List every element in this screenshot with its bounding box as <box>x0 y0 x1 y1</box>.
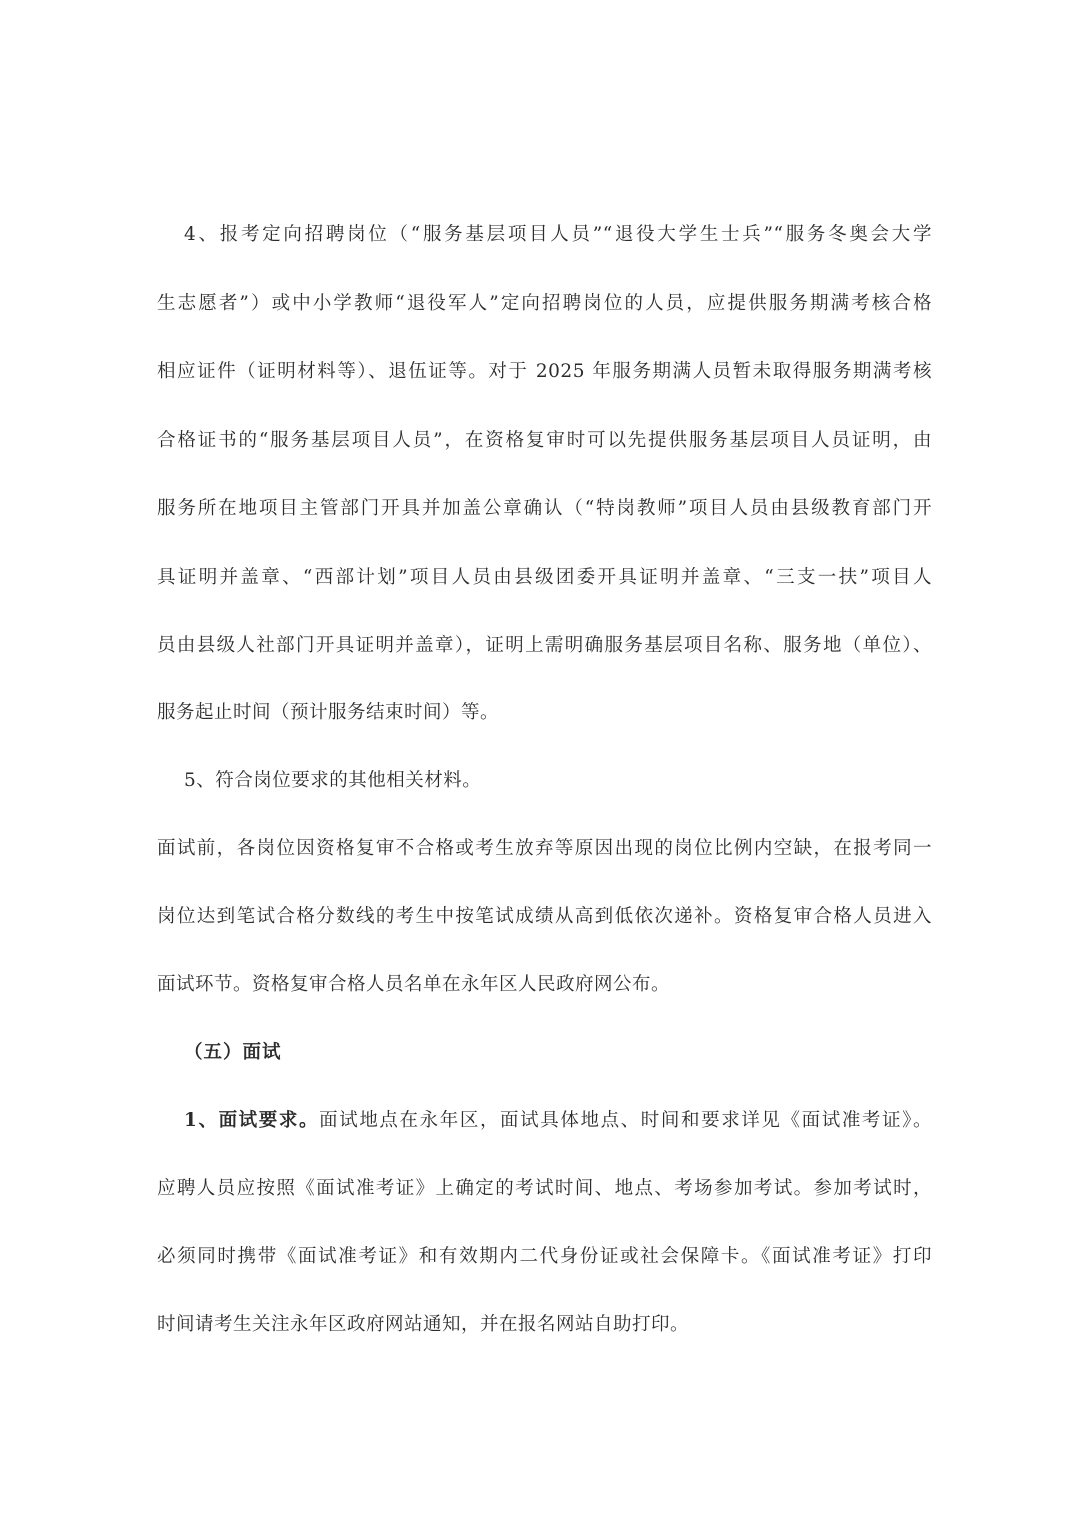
interview-line-3: 必须同时携带《面试准考证》和有效期内二代身份证或社会保障卡。《面试准考证》打印 <box>157 1246 932 1267</box>
interview-lead: 1、面试要求。 <box>184 1110 320 1131</box>
item4-line-6: 具证明并盖章、“西部计划”项目人员由县级团委开具证明并盖章、“三支一扶”项目人 <box>157 567 932 588</box>
section-heading-interview: （五）面试 <box>184 1042 282 1063</box>
interview-first-rest: 面试地点在永年区，面试具体地点、时间和要求详见《面试准考证》。 <box>319 1110 932 1131</box>
item4-line-5: 服务所在地项目主管部门开具并加盖公章确认（“特岗教师”项目人员由县级教育部门开 <box>157 498 932 519</box>
vacancy-line-2: 岗位达到笔试合格分数线的考生中按笔试成绩从高到低依次递补。资格复审合格人员进入 <box>157 906 932 927</box>
interview-line-1 <box>184 1108 932 1134</box>
vacancy-line-3: 面试环节。资格复审合格人员名单在永年区人民政府网公布。 <box>157 974 671 995</box>
item5-text: 5、符合岗位要求的其他相关材料。 <box>184 770 482 791</box>
interview-line-4: 时间请考生关注永年区政府网站通知，并在报名网站自助打印。 <box>157 1314 690 1335</box>
item4-line-1: 4、报考定向招聘岗位（“服务基层项目人员”“退役大学生士兵”“服务冬奥会大学 <box>184 224 932 245</box>
interview-line-2: 应聘人员应按照《面试准考证》上确定的考试时间、地点、考场参加考试。参加考试时， <box>157 1178 932 1199</box>
item4-line-7: 员由县级人社部门开具证明并盖章），证明上需明确服务基层项目名称、服务地（单位）、 <box>157 635 932 656</box>
item4-line-4: 合格证书的“服务基层项目人员”，在资格复审时可以先提供服务基层项目人员证明，由 <box>157 430 932 451</box>
item4-line-2: 生志愿者”）或中小学教师“退役军人”定向招聘岗位的人员，应提供服务期满考核合格 <box>157 293 932 314</box>
item4-line-3: 相应证件（证明材料等）、退伍证等。对于 2025 年服务期满人员暂未取得服务期满考核 <box>157 361 932 382</box>
vacancy-line-1: 面试前，各岗位因资格复审不合格或考生放弃等原因出现的岗位比例内空缺，在报考同一 <box>157 838 932 859</box>
item4-line-8: 服务起止时间（预计服务结束时间）等。 <box>157 702 500 723</box>
